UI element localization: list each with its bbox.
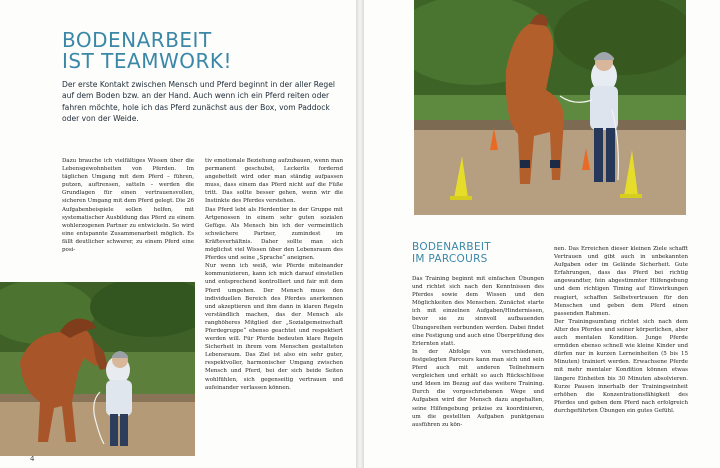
section-heading [412,241,491,265]
body-paragraph: In der Abfolge von verschiedenen, festgelegten Parcours kann man sich und sein Pferd auch mit anderen Teilnehmern vergleichen und erhält so auch Rückschlüsse und Ideen im Bezug auf das weitere Training. Durch die vorgeschriebenen Wege und Aufgaben wird der Mensch dazu angehalten, seine Hilfengebung präzise zu koordinieren, um die gestellten Aufgaben punktgenau ausführen zu kön- [412,348,544,428]
body-paragraph: nen. Das Erreichen dieser kleinen Ziele schafft Vertrauen und gibt auch in unbekannten Aufgaben oder im Gelände Sicherheit. Gute Erfahrungen, dass das Pferd bei richtig angewandter, fein abgestimmter Hilfengebung und dem richtigen Timing auf Einwirkungen reagiert, schaffen Selbstvertrauen für den Menschen und geben dem Pferd einen passenden Rahmen. [554,246,688,317]
left-column-1 [62,157,194,254]
horse-and-handler-image [0,282,195,456]
page-heading [62,30,232,72]
lead-paragraph: Der erste Kontakt zwischen Mensch und Pferd beginnt in der aller Regel auf dem Boden bzw. an der Hand. Auch wenn ich ein Pferd reiten oder fahren möchte, hole ich das Pferd zunächst aus der Box, vom Paddock oder von der Weide. [62,80,335,123]
horse-and-handler-photo [0,282,195,456]
page-number: 4 [30,455,35,463]
book-gutter [356,0,364,468]
page-heading-line-2: IST TEAMWORK! [62,49,233,73]
left-column-2 [205,157,343,392]
right-column-2 [554,245,688,415]
left-page [0,0,356,468]
right-column-1 [412,275,544,429]
body-paragraph: Dazu brauche ich vielfältiges Wissen über die Lebensgewohnheiten von Pferden. Im täglichen Umgang mit dem Pferd – führen, putzen, auftrensen, satteln – werden die Grundlagen für einen vertrauensvollen, sicheren Umgang mit dem Pferd gelegt. Die 26 Aufgabenbeispiele sollen helfen, mit systematischer Ausbildung das Pferd zu einem wohlerzogenen Partner zu entwickeln. So wird eine entspannte Zusammenarbeit möglich. Es fällt deutlicher schwerer, zu einem Pferd eine posi- [62,158,194,254]
horse-parcours-cones-photo [414,0,686,215]
page-heading-line-1: BODENARBEIT [62,28,212,52]
body-paragraph: Das Training beginnt mit einfachen Übungen und richtet sich nach den Kenntnissen des Pferdes sowie dem Wissen und den Möglichkeiten des Menschen. Zunächst starte ich mit einzelnen Aufgaben/Hindernissen, bevor sie zu sinnvoll aufbauenden Übungsreihen verbunden werden. Dabei findet eine Festigung und auch eine Überprüfung des Erlernten statt. [412,276,544,347]
horse-parcours-image [414,0,686,215]
body-paragraph: Der Trainingsumfang richtet sich nach dem Alter des Pferdes und seiner körperlichen, aber auch mentalen Kondition. Junge Pferde ermüden ebenso schnell wie kleine Kinder und dürfen nur in kurzen Lerneinheiten (5 bis 15 Minuten) trainiert werden. Erwachsene Pferde mit mehr mentaler Kondition können etwas längere Einheiten bis 30 Minuten absolvieren. Kurze Pausen innerhalb der Trainingseinheit erhöhen die Konzentrationsfähigkeit des Pferdes und geben dem Pferd nach erfolgreich durchgeführten Übungen ein gutes Gefühl. [554,318,688,414]
body-paragraph: Nur wenn ich weiß, wie Pferde miteinander kommunizieren, kann ich mich darauf einstellen und entsprechend kontrolliert und fair mit dem Pferd umgehen. Der Mensch muss den individuellen Bereich des Pferdes anerkennen und akzeptieren und ihm dann in klaren Regeln verständlich machen, das der Mensch als ranghöheres Mitglied der „Sozialgemeinschaft Pferdegruppe“ ebenso geachtet und respektiert werden will. Für Pferde bedeuten klare Regeln Sicherheit in ihrem vom Menschen gestalteten Lebensraum. Das Ziel ist also ein sehr guter, respektvoller, harmonischer Umgang zwischen Mensch und Pferd, bei der sich beide Seiten wohlfühlen, sich gegenseitig vertrauen und aufeinander verlassen können. [205,263,343,391]
section-heading-line-2: IM PARCOURS [412,253,488,265]
body-paragraph: tiv emotionale Beziehung aufzubauen, wenn man permanent geschubst, Leckerlis fordernd angebettelt wird oder man ständig aufpassen muss, dass einem das Pferd nicht auf die Füße tritt. Das sollte besser gehen, wenn wir die Instinkte des Pferdes verstehen. [205,158,343,205]
body-paragraph: Das Pferd lebt als Herdentier in der Gruppe mit Artgenossen in einem sehr guten sozialen Gefüge. Als Mensch bin ich der vermeintlich schwächere Partner, zumindest im Kräfteverhältnis. Daher sollte man sich möglichst viel Wissen über den Lebensraum des Pferdes und seine „Sprache“ aneignen. [205,206,343,262]
section-heading-line-1: BODENARBEIT [412,241,491,253]
